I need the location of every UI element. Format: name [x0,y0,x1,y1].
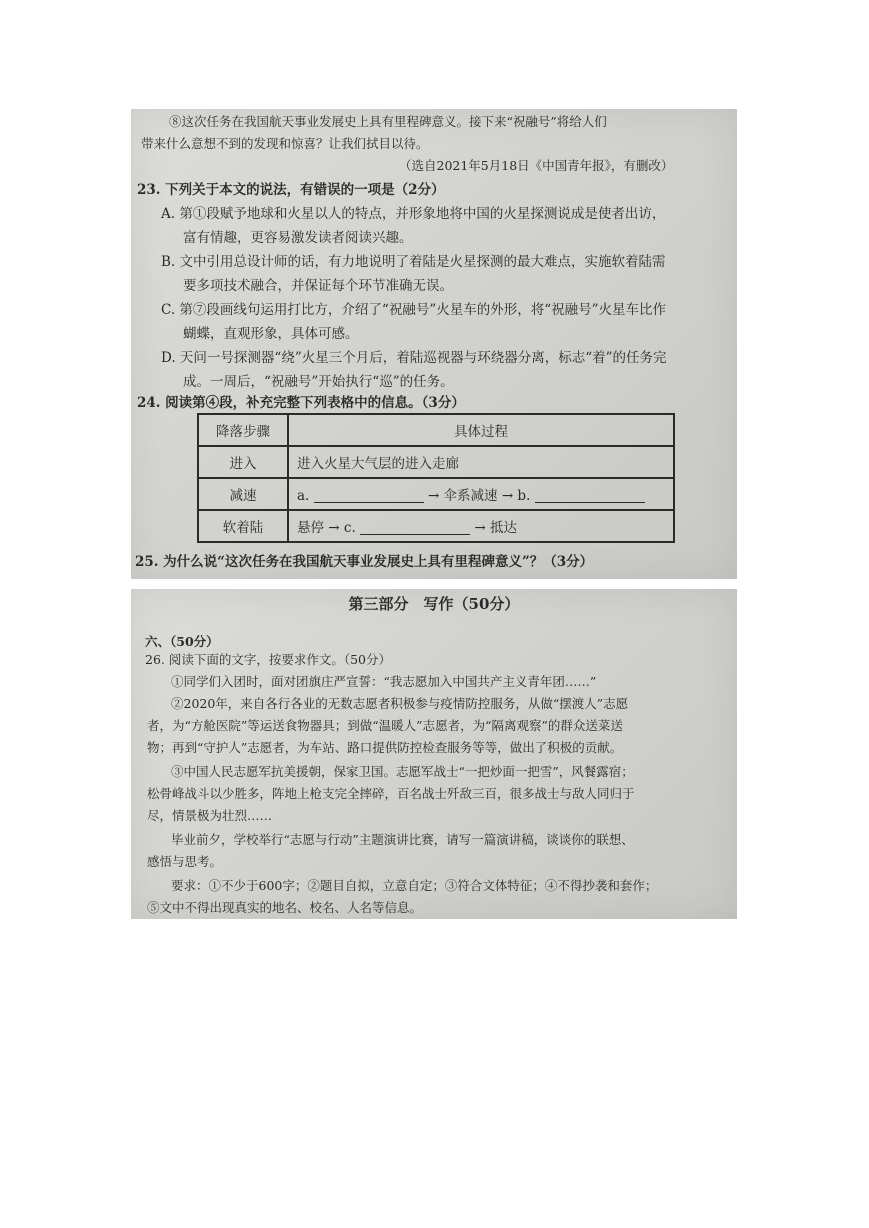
q23-option-b-line2: 要多项技术融合，并保证每个环节准确无误。 [183,278,453,294]
task-line2: 感悟与思考。 [147,854,223,869]
question-23: 23. 下列关于本文的说法，有错误的一项是（2分） [137,182,445,198]
blank-b[interactable] [535,490,645,503]
step-decelerate: 减速 [198,478,288,510]
table-row [198,446,674,478]
part-three-title: 第三部分 写作（50分） [348,595,520,613]
blank-a-label: a. [297,488,310,504]
blank-c[interactable] [360,522,470,535]
arrive-label: → 抵达 [474,520,517,536]
requirements-line1: 要求：①不少于600字；②题目自拟，立意自定；③符合文体特征；④不得抄袭和套作； [171,878,658,893]
prompt-para3-line2: 松骨峰战斗以少胜多，阵地上枪支完全摔碎，百名战士歼敌三百，很多战士与敌人同归于 [147,786,635,801]
q23-option-a-line2: 富有情趣，更容易激发读者阅读兴趣。 [183,230,413,246]
step-soft-landing-process [288,510,674,542]
section-six: 六、（50分） [145,634,219,649]
q23-option-d-line1: D. 天问一号探测器“绕”火星三个月后，着陆巡视器与环绕器分离，标志“着”的任务完 [161,350,667,366]
exam-photo-writing-section [131,589,737,919]
q23-option-c-line2: 蝴蝶，直观形象，具体可感。 [183,326,359,342]
prompt-para1: ①同学们入团时，面对团旗庄严宣誓：“我志愿加入中国共产主义青年团……” [171,674,597,689]
step-entry: 进入 [198,446,288,478]
step-entry-process: 进入火星大气层的进入走廊 [288,446,674,478]
question-26: 26. 阅读下面的文字，按要求作文。（50分） [145,652,392,667]
question-24: 24. 阅读第④段，补充完整下列表格中的信息。（3分） [137,395,465,411]
prompt-para2-line1: ②2020年，来自各行各业的无数志愿者积极参与疫情防控服务，从做“摆渡人”志愿 [171,696,629,711]
prompt-para2-line2: 者，为“方舱医院”等运送食物器具；到做“温暖人”志愿者，为“隔离观察”的群众送菜送 [147,718,623,733]
table-row [198,510,674,542]
table-header-process: 具体过程 [288,414,674,446]
hover-label: 悬停 → c. [297,520,356,536]
table-row [198,478,674,510]
task-line1: 毕业前夕，学校举行“志愿与行动”主题演讲比赛，请写一篇演讲稿，谈谈你的联想、 [171,832,634,847]
step-soft-landing: 软着陆 [198,510,288,542]
q23-option-b-line1: B. 文中引用总设计师的话，有力地说明了着陆是火星探测的最大难点，实施软着陆需 [161,254,666,270]
question-25: 25. 为什么说“这次任务在我国航天事业发展史上具有里程碑意义”？（3分） [135,554,594,570]
requirements-line2: ⑤文中不得出现真实的地名、校名、人名等信息。 [147,900,423,915]
exam-photo-reading-section [131,109,737,579]
q23-option-c-line1: C. 第⑦段画线句运用打比方，介绍了“祝融号”火星车的外形，将“祝融号”火星车比作 [161,302,667,318]
landing-steps-table [197,413,675,543]
prompt-para2-line3: 物；再到“守护人”志愿者，为车站、路口提供防控检查服务等等，做出了积极的贡献。 [147,740,623,755]
para8-line2: 带来什么意想不到的发现和惊喜？让我们拭目以待。 [141,136,429,151]
q23-option-d-line2: 成。一周后，“祝融号”开始执行“巡”的任务。 [183,374,454,390]
prompt-para3-line3: 尽，情景极为壮烈…… [147,808,273,823]
source-citation: （选自2021年5月18日《中国青年报》，有删改） [399,158,674,173]
table-header-row [198,414,674,446]
step-decelerate-process [288,478,674,510]
q23-option-a-line1: A. 第①段赋予地球和火星以人的特点，并形象地将中国的火星探测说成是使者出访， [161,206,666,222]
table-header-step: 降落步骤 [198,414,288,446]
blank-a[interactable] [314,490,424,503]
para8-line1: ⑧这次任务在我国航天事业发展史上具有里程碑意义。接下来“祝融号”将给人们 [169,114,607,129]
decelerate-middle: → 伞系减速 → b. [427,488,531,504]
prompt-para3-line1: ③中国人民志愿军抗美援朝，保家卫国。志愿军战士“一把炒面一把雪”，风餐露宿； [171,764,634,779]
